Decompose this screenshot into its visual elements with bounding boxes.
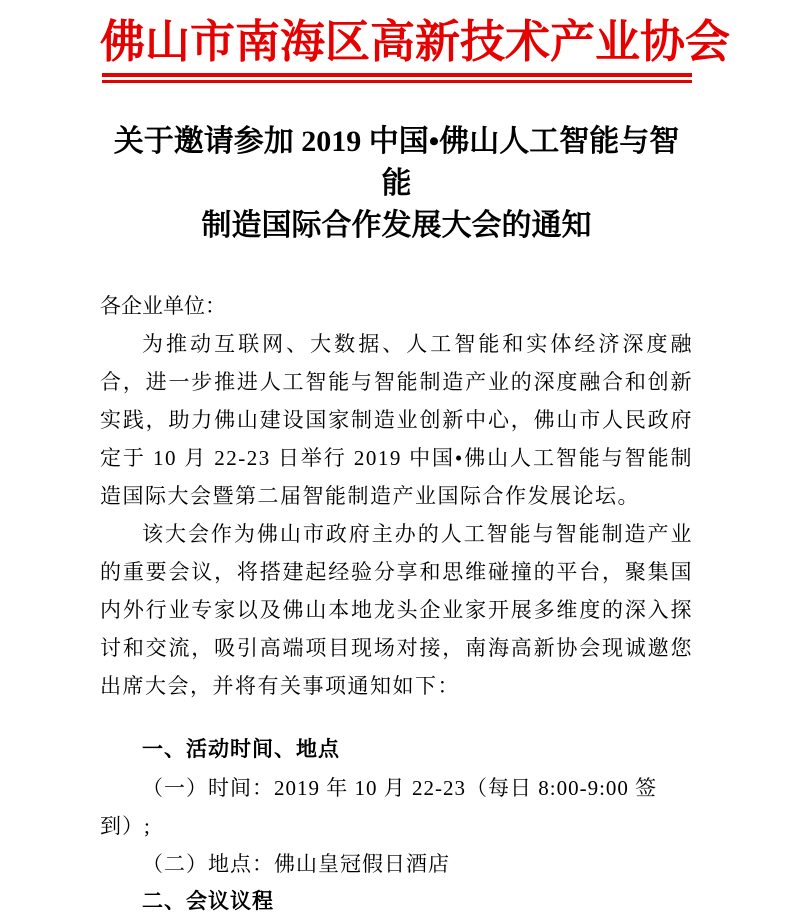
body-paragraph-2: 该大会作为佛山市政府主办的人工智能与智能制造产业的重要会议，将搭建起经验分享和思维碰撞的平台，聚集国内外行业专家以及佛山本地龙头企业家开展多维度的深入探讨和交流，吸引高端项目现场对接，南海高新协会现诚邀您出席大会，并将有关事项通知如下： (100, 522, 693, 698)
section-item-time: （一）时间：2019 年 10 月 22-23（每日 8:00-9:00 签到）; (100, 776, 658, 838)
double-rule-divider (102, 73, 692, 83)
body-paragraph-1: 为推动互联网、大数据、人工智能和实体经济深度融合，进一步推进人工智能与智能制造产业的深度融合和创新实践，助力佛山建设国家制造业创新中心，佛山市人民政府定于 10 月 22-23 日举行 2019 中国•佛山人工智能与智能制造国际大会暨第二届智能制造产业国际合作发展论坛。 (100, 332, 693, 508)
divider-top-line (102, 73, 692, 77)
letterhead (100, 16, 731, 83)
divider-bottom-line (102, 80, 692, 83)
sections-list (100, 731, 693, 921)
notice-title-line1: 关于邀请参加 2019 中国•佛山人工智能与智能 (113, 125, 680, 200)
notice-title (100, 121, 693, 247)
salutation: 各企业单位： (100, 294, 226, 318)
section-heading-1: 一、活动时间、地点 (142, 738, 340, 761)
section-heading-2: 二、会议议程 (142, 890, 274, 913)
section-item-location: （二）地点：佛山皇冠假日酒店 (142, 852, 450, 876)
org-name-header: 佛山市南海区高新技术产业协会 (100, 17, 731, 67)
notice-title-line2: 制造国际合作发展大会的通知 (201, 209, 592, 242)
